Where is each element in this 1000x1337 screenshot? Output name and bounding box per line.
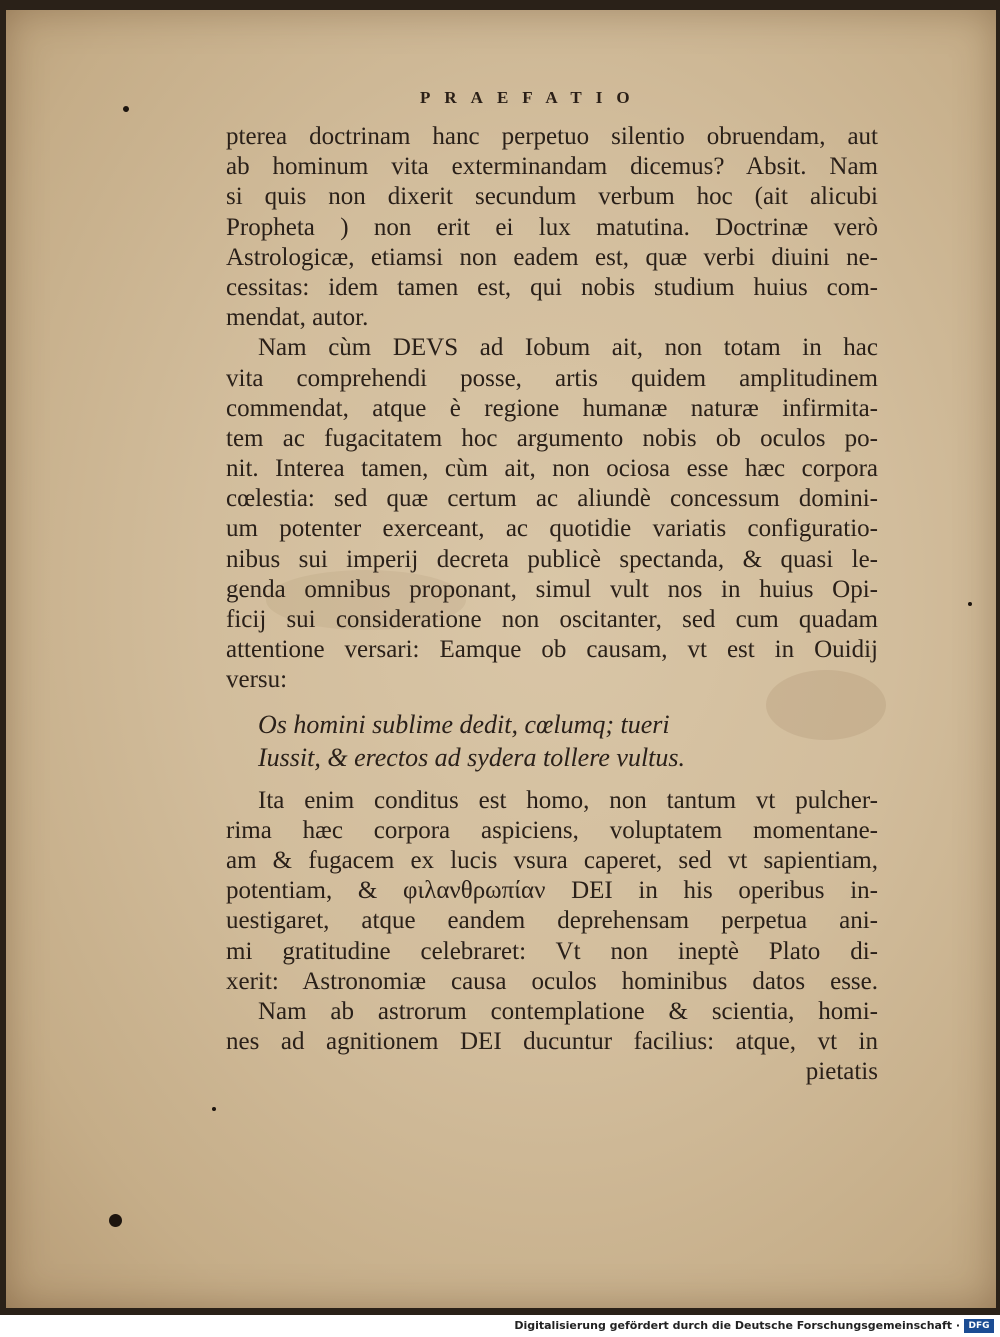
text-line: pterea doctrinam hanc perpetuo silentio obruendam, aut [226,123,878,150]
ink-dot [968,602,972,606]
text-line: Propheta ) non erit ei lux matutina. Doctrinæ verò [226,213,878,241]
verse-line: Iussit, & erectos ad sydera tollere vultus. [258,742,686,772]
text-line: nes ad agnitionem DEI ducuntur facilius: atque, vt in [226,1028,878,1056]
text-line: cessitas: idem tamen est, qui nobis studium huius com- [226,273,878,301]
text-line: Nam cùm DEVS ad Iobum ait, non totam in hac [258,334,878,362]
text-line: commendat, atque è regione humanæ naturæ infirmita- [226,394,878,422]
text-line: nibus sui imperij decreta publicè spectanda, & quasi le- [226,545,878,573]
text-line: versu: [226,666,288,694]
text-line: am & fugacem ex lucis vsura caperet, sed vt sapientiam, [226,846,878,874]
text-line: si quis non dixerit secundum verbum hoc (ait alicubi [226,183,878,211]
text-line: Ita enim conditus est homo, non tantum vt pulcher- [258,786,878,814]
text-line: xerit: Astronomiæ causa oculos hominibus datos esse. [226,967,878,995]
catchword: pietatis [805,1058,878,1086]
text-line: ficij sui consideratione non oscitanter, sed cum quadam [226,606,878,633]
text-line: rima hæc corpora aspiciens, voluptatem momentane- [226,816,878,844]
text-line: attentione versari: Eamque ob causam, vt est in Ouidij [226,636,878,664]
text-line: ab hominum vita exterminandam dicemus? Absit. Nam [226,153,878,181]
footer-credit: Digitalisierung gefördert durch die Deutsche Forschungsgemeinschaft · [514,1319,960,1332]
dfg-logo: DFG [964,1319,994,1333]
page-text [226,122,878,1087]
text-line: nit. Interea tamen, cùm ait, non ociosa esse hæc corpora [226,455,878,483]
text-line: mi gratitudine celebraret: Vt non ineptè Plato di- [226,937,878,965]
text-line: uestigaret, atque eandem deprehensam perpetua ani- [226,907,878,935]
ink-dot [123,106,129,112]
verse-line: Os homini sublime dedit, cœlumq; tueri [258,709,670,739]
digitization-footer [0,1315,1000,1337]
ink-dot [109,1214,122,1227]
text-line: Astrologicæ, etiamsi non eadem est, quæ verbi diuini ne- [226,243,878,271]
text-line: vita comprehendi posse, artis quidem amplitudinem [226,364,878,392]
text-line: mendat, autor. [226,304,369,332]
running-head: PRAEFATIO [420,88,644,107]
text-line: tem ac fugacitatem hoc argumento nobis ob oculos po- [226,424,878,452]
text-line: um potenter exerceant, ac quotidie variatis configuratio- [226,515,878,543]
text-line: Nam ab astrorum contemplatione & scientia, homi- [258,997,878,1025]
text-line: potentiam, & φιλανθρωπίαν DEI in his operibus in- [226,877,878,905]
ink-dot [212,1107,216,1111]
text-line: cœlestia: sed quæ certum ac aliundè concessum domini- [226,485,878,513]
text-line: genda omnibus proponant, simul vult nos in huius Opi- [226,575,878,603]
